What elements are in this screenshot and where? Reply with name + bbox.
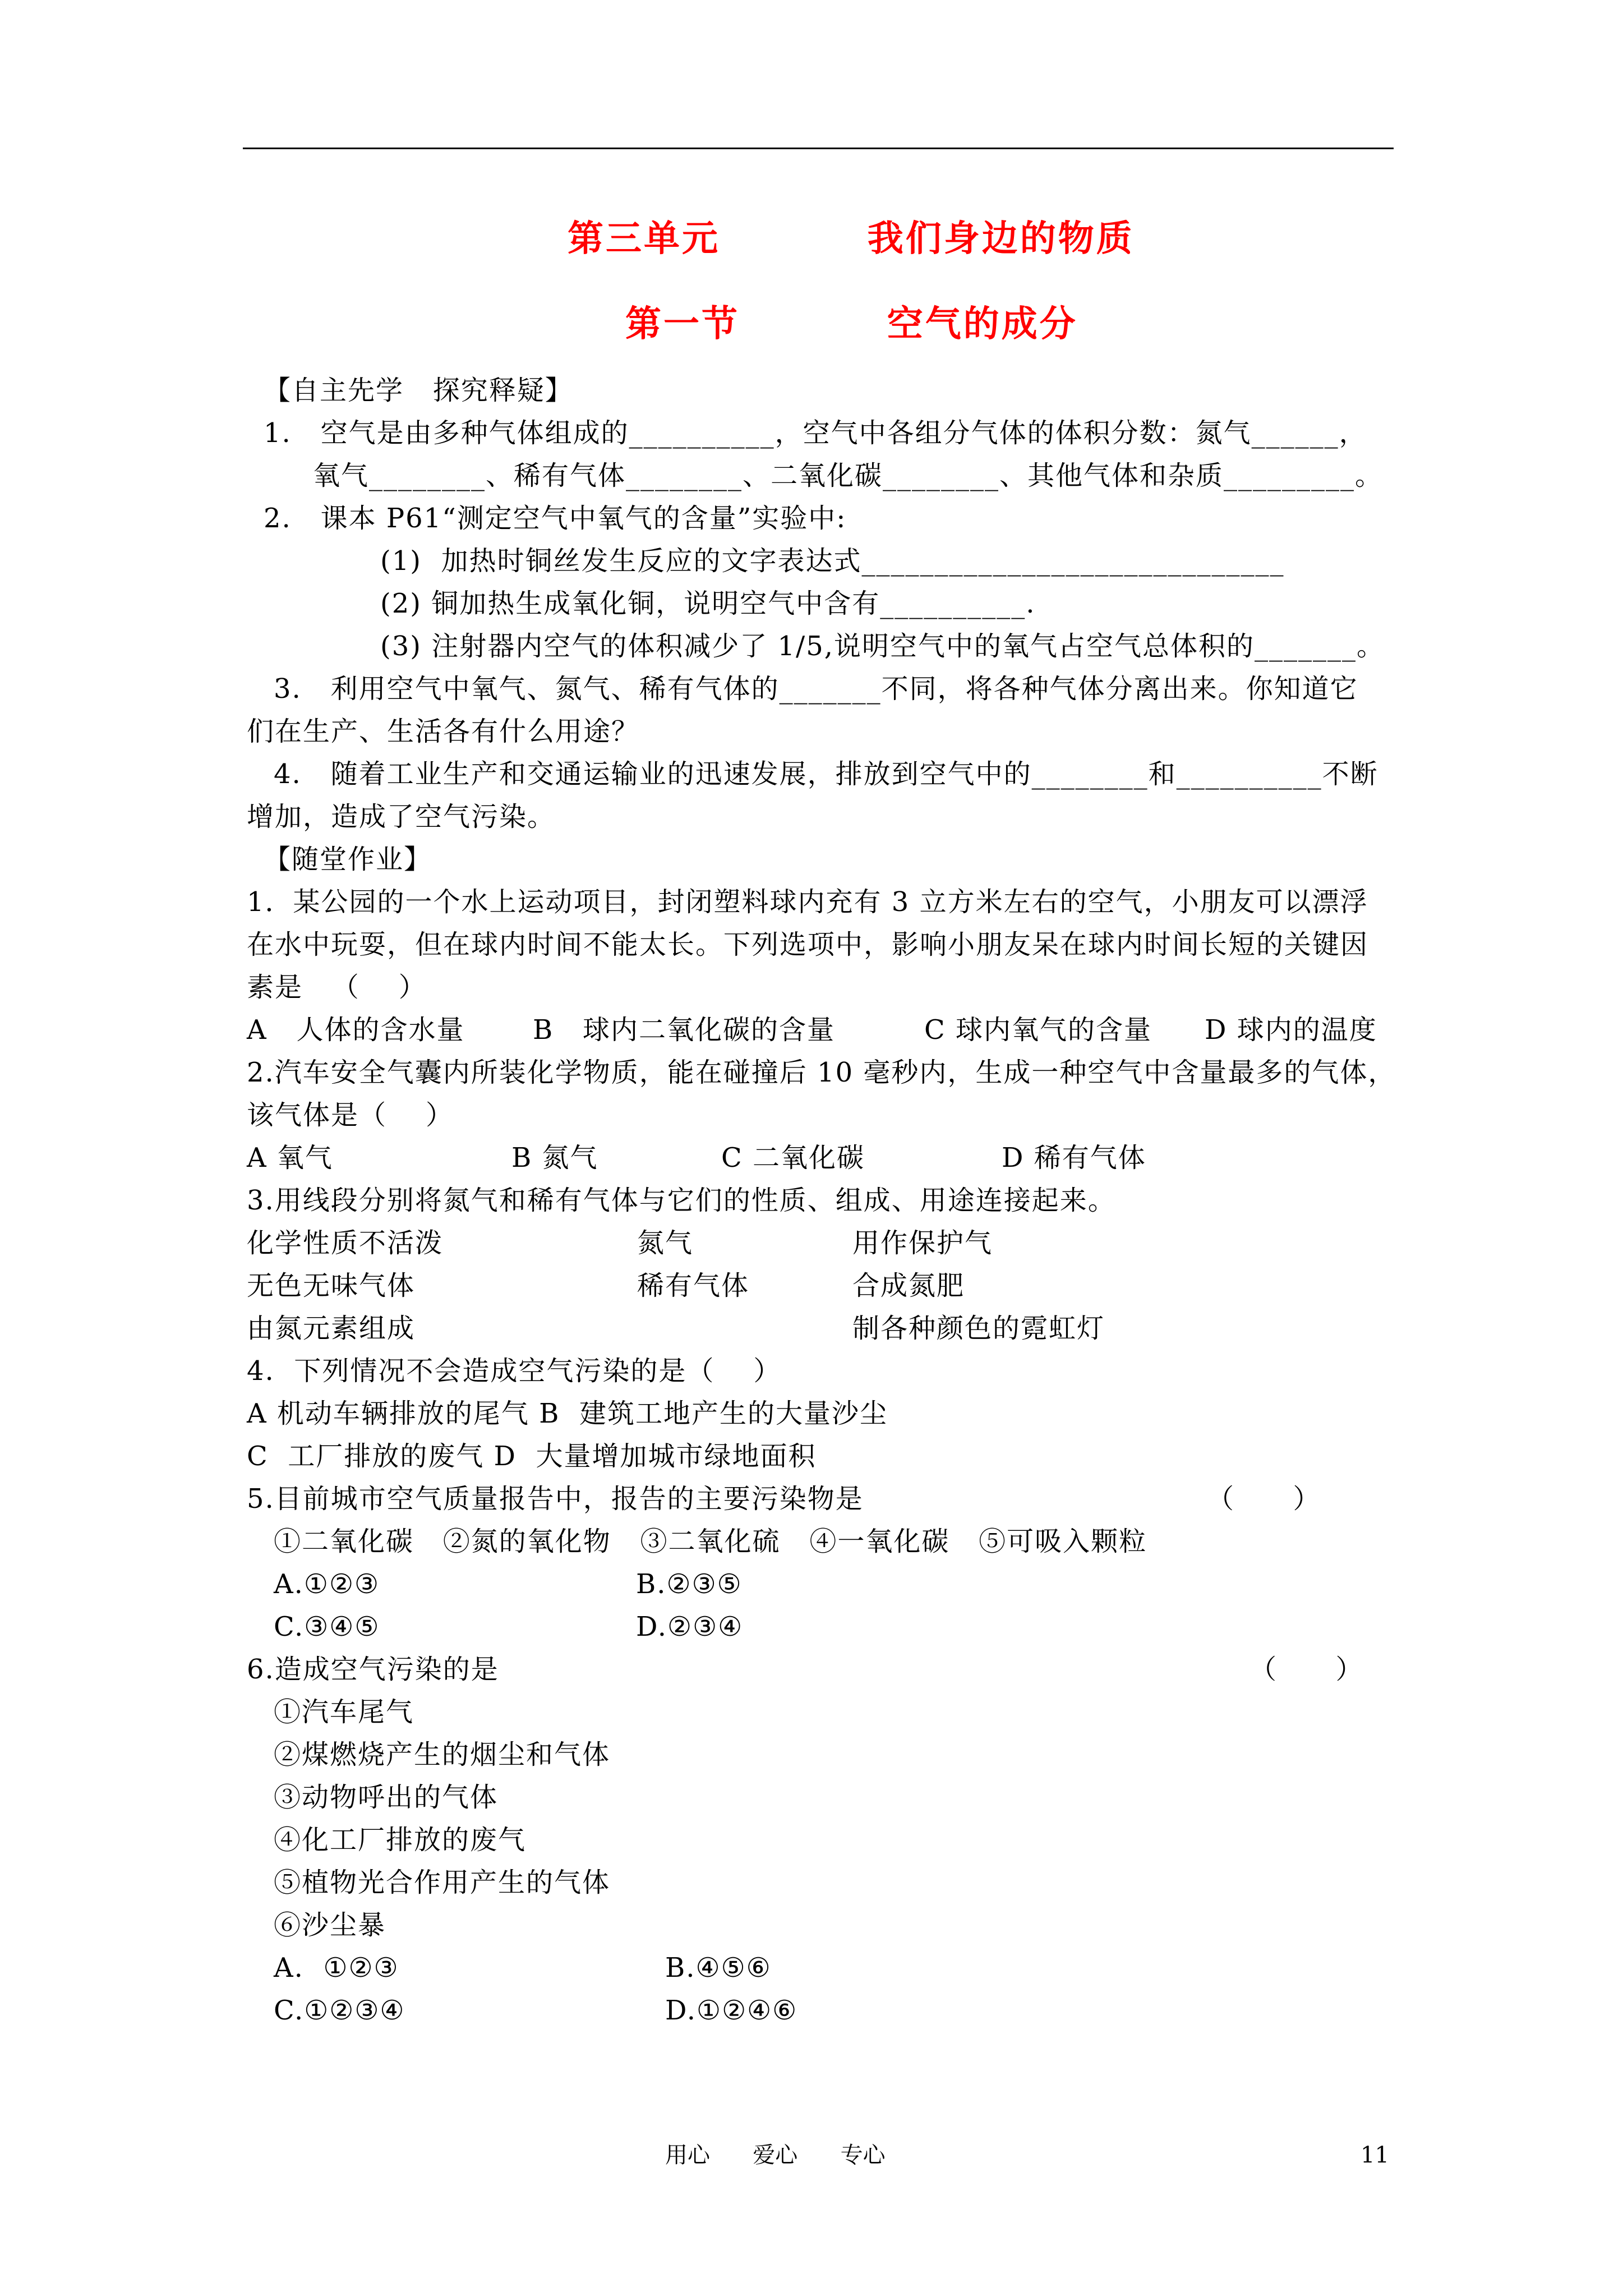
q3-property: 由氮元素组成 <box>247 1313 416 1344</box>
q1-stem: 在水中玩耍，但在球内时间不能太长。下列选项中，影响小朋友呆在球内时间长短的关键因 <box>247 929 1369 960</box>
q2-option-b: B 氮气 <box>511 1142 598 1174</box>
q3-stem: 3.用线段分别将氮气和稀有气体与它们的性质、组成、用途连接起来。 <box>247 1185 1116 1216</box>
q1-option-a: A 人体的含水量 <box>247 1014 465 1046</box>
q6-item: ②煤燃烧产生的烟尘和气体 <box>274 1739 611 1770</box>
q4-options: A 机动车辆排放的尾气 B 建筑工地产生的大量沙尘 <box>247 1398 888 1429</box>
q3-property: 无色无味气体 <box>247 1270 416 1301</box>
part1-line: 2. 课本 P61“测定空气中氧气的含量”实验中: <box>264 503 847 534</box>
q6-item: ⑥沙尘暴 <box>274 1910 386 1941</box>
header-rule <box>243 148 1394 149</box>
q5-items: ①二氧化碳 ②氮的氧化物 ③二氧化硫 ④一氧化碳 ⑤可吸入颗粒 <box>274 1526 1147 1557</box>
part1-line: (1) 加热时铜丝发生反应的文字表达式_____________________________ <box>380 545 1285 577</box>
part1-line: 3. 利用空气中氧气、氮气、稀有气体的_______不同，将各种气体分离出来。你知道它 <box>274 673 1358 705</box>
page-number: 11 <box>1361 2142 1389 2168</box>
q6-answer-bracket: （ ） <box>1249 1654 1364 1685</box>
q3-substance: 氮气 <box>637 1227 694 1259</box>
q6-option-a: A. ①②③ <box>274 1952 399 1984</box>
q6-option-c: C.①②③④ <box>274 1995 405 2026</box>
part2-heading: 【随堂作业】 <box>264 844 432 875</box>
q6-option-d: D.①②④⑥ <box>665 1995 798 2026</box>
q1-option-b: B 球内二氧化碳的含量 <box>533 1014 836 1046</box>
part1-line: (3) 注射器内空气的体积减少了 1/5,说明空气中的氧气占空气总体积的_______。 <box>380 631 1385 662</box>
q2-option-d: D 稀有气体 <box>1002 1142 1146 1174</box>
q6-item: ⑤植物光合作用产生的气体 <box>274 1867 611 1898</box>
q2-option-c: C 二氧化碳 <box>721 1142 865 1174</box>
part1-line: 4. 随着工业生产和交通运输业的迅速发展，排放到空气中的________和__________不断 <box>274 758 1378 790</box>
q3-use: 制各种颜色的霓虹灯 <box>852 1313 1105 1344</box>
q6-item: ①汽车尾气 <box>274 1696 414 1728</box>
q4-stem: 4. 下列情况不会造成空气污染的是（ ） <box>247 1355 782 1387</box>
q1-stem: 素是 （ ） <box>247 972 427 1003</box>
part1-line: 们在生产、生活各有什么用途？ <box>247 716 640 747</box>
q5-answer-bracket: （ ） <box>1207 1483 1321 1515</box>
part1-line: 增加，造成了空气污染。 <box>247 801 556 832</box>
q3-property: 化学性质不活泼 <box>247 1227 444 1259</box>
q3-use: 用作保护气 <box>852 1227 993 1259</box>
part1-line: (2) 铜加热生成氧化铜，说明空气中含有__________. <box>380 588 1036 619</box>
q5-option-a: A.①②③ <box>274 1568 380 1600</box>
q5-option-c: C.③④⑤ <box>274 1611 380 1642</box>
q1-option-c: C 球内氧气的含量 <box>924 1014 1152 1046</box>
part1-line: 氧气________、稀有气体________、二氧化碳________、其他气体和杂质_________。 <box>313 460 1384 491</box>
q3-substance: 稀有气体 <box>637 1270 750 1301</box>
q6-item: ③动物呼出的气体 <box>274 1782 499 1813</box>
unit-title: 第三单元 我们身边的物质 <box>568 218 1135 260</box>
q5-stem: 5.目前城市空气质量报告中，报告的主要污染物是 <box>247 1483 864 1515</box>
footer-motto: 用心 爱心 专心 <box>665 2142 886 2168</box>
q1-stem: 1．某公园的一个水上运动项目，封闭塑料球内充有 3 立方米左右的空气，小朋友可以漂浮 <box>247 886 1368 918</box>
part1-heading: 【自主先学 探究释疑】 <box>264 375 573 406</box>
q6-option-b: B.④⑤⑥ <box>665 1952 772 1984</box>
q3-use: 合成氮肥 <box>852 1270 965 1301</box>
q5-option-b: B.②③⑤ <box>636 1568 743 1600</box>
q5-option-d: D.②③④ <box>636 1611 744 1642</box>
q1-option-d: D 球内的温度 <box>1205 1014 1377 1046</box>
q4-options: C 工厂排放的废气 D 大量增加城市绿地面积 <box>247 1441 817 1472</box>
q6-stem: 6.造成空气污染的是 <box>247 1654 499 1685</box>
q2-stem: 该气体是（ ） <box>247 1099 454 1131</box>
q6-item: ④化工厂排放的废气 <box>274 1824 527 1856</box>
part1-line: 1. 空气是由多种气体组成的__________，空气中各组分气体的体积分数：氮气______， <box>264 417 1367 449</box>
q2-option-a: A 氧气 <box>247 1142 333 1174</box>
q2-stem: 2.汽车安全气囊内所装化学物质，能在碰撞后 10 毫秒内，生成一种空气中含量最多的气体， <box>247 1057 1396 1088</box>
section-title: 第一节 空气的成分 <box>625 303 1078 345</box>
